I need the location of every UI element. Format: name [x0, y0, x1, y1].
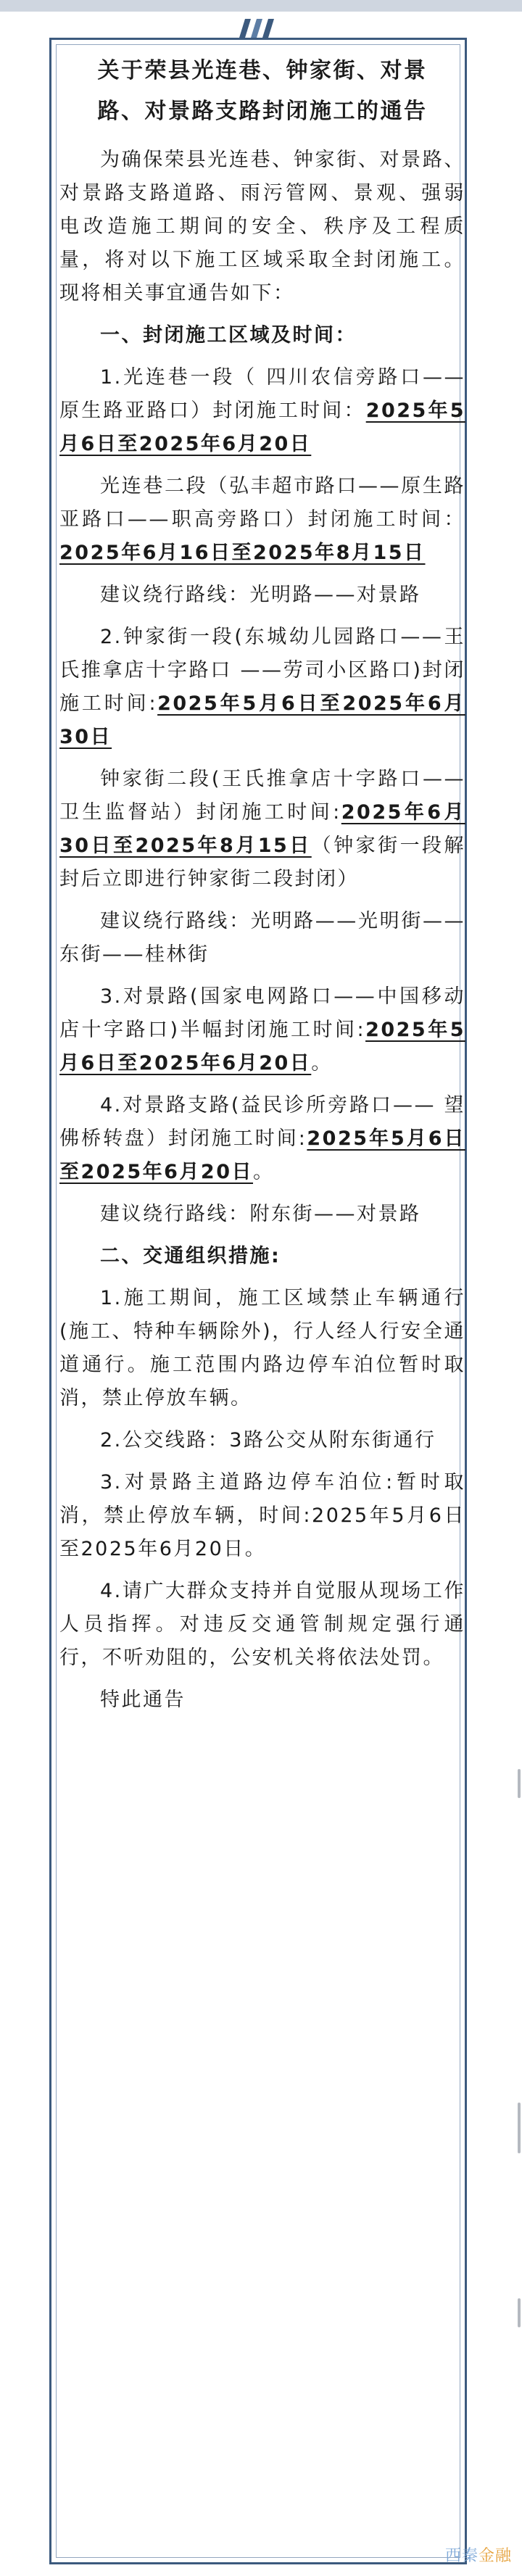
notice-title: 关于荣县光连巷、钟家街、对景路、对景路支路封闭施工的通告 [97, 58, 428, 124]
closing-text: 特此通告 [100, 1689, 186, 1711]
detour-route-3: 建议绕行路线：附东街——对景路 [100, 1203, 421, 1225]
closure-item-1b: 光连巷二段（弘丰超市路口——原生路亚路口——职高旁路口）封闭施工时间：2025年6月16日至2025年8月15日 [59, 475, 465, 564]
closure-item-1: 1.光连巷一段（ 四川农信旁路口——原生路亚路口）封闭施工时间：2025年5月6日至2025年6月20日 [59, 366, 466, 455]
intro-paragraph: 为确保荣县光连巷、钟家街、对景路、对景路支路道路、雨污管网、景观、强弱电改造施工期间的安全、秩序及工程质量，将对以下施工区域采取全封闭施工。现将相关事宜通告如下： [59, 149, 465, 305]
closure-item-3: 3.对景路(国家电网路口——中国移动店十字路口)半幅封闭施工时间:2025年5月6日至2025年6月20日。 [59, 985, 465, 1074]
closure-date: 2025年5月6日至2025年6月20日 [59, 1019, 465, 1074]
closure-item-2b: 钟家街二段(王氏推拿店十字路口——卫生监督站）封闭施工时间:2025年6月30日至2025年8月15日（钟家街一段解封后立即进行钟家街二段封闭） [59, 768, 465, 890]
scroll-indicator[interactable] [518, 1769, 521, 1798]
closure-date: 2025年5月6日至2025年6月20日 [59, 1127, 465, 1183]
watermark-logo: 西秦金融 [444, 2547, 512, 2565]
slash-decoration-icon [235, 17, 278, 39]
traffic-measure-3: 3.对景路主道路边停车泊位:暂时取消，禁止停放车辆，时间:2025年5月6日至2025年6月20日。 [59, 1471, 465, 1560]
scroll-indicator[interactable] [518, 2298, 521, 2327]
traffic-measure-4: 4.请广大群众支持并自觉服从现场工作人员指挥。对违反交通管制规定强行通行，不听劝阻的，公安机关将依法处罚。 [59, 1580, 465, 1669]
traffic-measure-2: 2.公交线路：3路公交从附东街通行 [100, 1429, 436, 1451]
section-heading-closure: 一、封闭施工区域及时间： [100, 324, 357, 347]
detour-route-1: 建议绕行路线：光明路——对景路 [100, 584, 421, 606]
detour-route-2: 建议绕行路线：光明路——光明街——东街——桂林街 [59, 910, 465, 966]
notice-content [59, 51, 465, 1726]
closure-date: 2025年5月6日至2025年6月30日 [59, 692, 465, 748]
closure-item-2: 2.钟家街一段(东城幼儿园路口——王氏推拿店十字路口 ——劳司小区路口)封闭施工时间:2025年5月6日至2025年6月30日 [59, 626, 465, 748]
closure-item-4: 4.对景路支路(益民诊所旁路口—— 望佛桥转盘）封闭施工时间:2025年5月6日至2025年6月20日。 [59, 1094, 465, 1183]
closure-date: 2025年6月30日至2025年8月15日 [59, 801, 465, 857]
traffic-measure-1: 1.施工期间，施工区域禁止车辆通行(施工、特种车辆除外)，行人经人行安全通道通行。施工范围内路边停车泊位暂时取消，禁止停放车辆。 [59, 1287, 465, 1409]
top-bar [0, 0, 522, 12]
closure-date: 2025年5月6日至2025年6月20日 [59, 399, 466, 455]
section-heading-traffic: 二、交通组织措施: [100, 1245, 281, 1267]
scroll-indicator[interactable] [518, 2103, 521, 2153]
closure-date: 2025年6月16日至2025年8月15日 [59, 542, 426, 564]
